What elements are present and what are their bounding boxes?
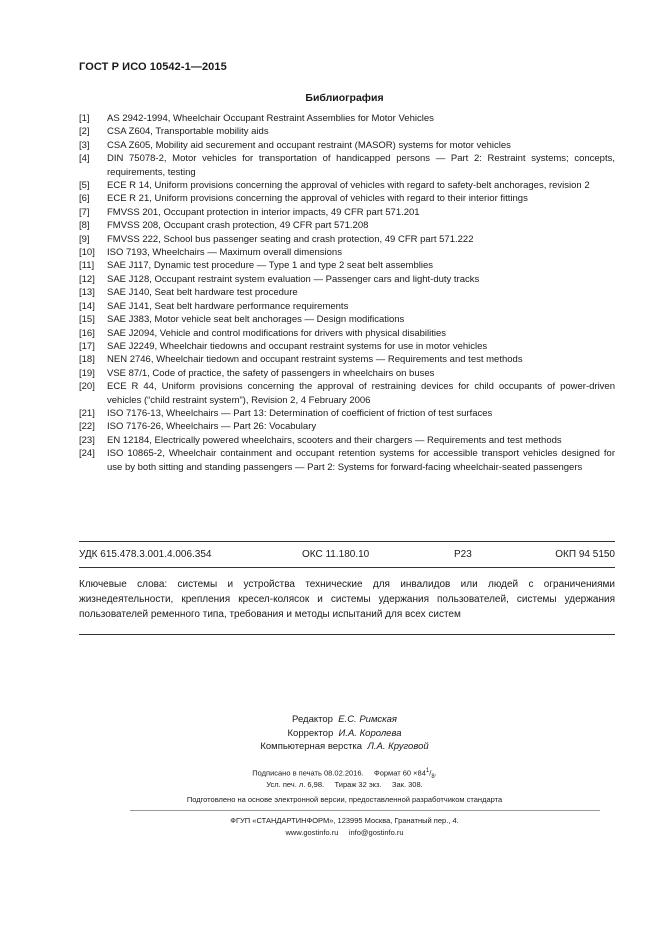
bibliography-entry-text: ECE R 14, Uniform provisions concerning the approval of vehicles with regard to safety-belt anchorages, revision 2 [107,180,590,192]
bibliography-entry [79,434,615,447]
bibliography-entry [79,273,615,286]
bibliography-entry [79,219,615,232]
bibliography-list [79,112,615,474]
bibliography-entry-number: [15] [79,314,95,326]
credits-block [0,713,661,754]
bibliography-entry-text: AS 2942-1994, Wheelchair Occupant Restraint Assemblies for Motor Vehicles [107,113,434,124]
bibliography-entry-number: [19] [79,367,95,379]
keywords-paragraph: Ключевые слова: системы и устройства технические для инвалидов или людей с ограничениями жизнедеятельности, крепления кресел-колясок и системы удержания пользователей, системы удержания пользователей ременного типа, требования и методы испытаний для всех систем [79,579,615,620]
bibliography-entry-text: ISO 7176-13, Wheelchairs — Part 13: Determination of coefficient of friction of test surfaces [107,407,493,419]
bibliography-entry-text: SAE J117, Dynamic test procedure — Type 1 and type 2 seat belt assemblies [107,260,433,272]
bibliography-entry [79,407,615,420]
bibliography-entry-text: SAE J2249, Wheelchair tiedowns and occupant restraint systems for use in motor vehicles [107,340,488,352]
bibliography-entry [79,233,615,246]
bibliography-entry-number: [3] [79,139,90,151]
bibliography-entry-text: NEN 2746, Wheelchair tiedown and occupant restraint systems — Requirements and test methods [107,354,523,366]
bibliography-entry-number: [24] [79,448,95,460]
section-title: Библиография [305,92,384,104]
bibliography-entry-number: [11] [79,260,95,272]
udk-code: УДК 615.478.3.001.4.006.354 [79,549,212,560]
format-fraction-den: 8 [431,774,435,780]
bibliography-entry-number: [17] [79,340,95,352]
corrector-line [0,727,661,741]
divider-bottom [79,634,615,635]
bibliography-entry-text: FMVSS 201, Occupant protection in interior impacts, 49 CFR part 571.201 [107,206,420,218]
bibliography-entry [79,367,615,380]
document-header: ГОСТ Р ИСО 10542-1—2015 [79,61,227,73]
bibliography-entry [79,340,615,353]
bibliography-entry-number: [22] [79,421,95,433]
format-label: Формат 60 ×84 [374,768,426,778]
divider-publisher [130,810,600,811]
bibliography-entry-text: SAE J383, Motor vehicle seat belt anchorages — Design modifications [107,314,405,326]
group-code: Р23 [454,549,472,560]
bibliography-entry-number: [1] [79,113,90,124]
corrector-label: Корректор [287,727,334,739]
bibliography-entry [79,300,615,313]
bibliography-entry [79,447,615,474]
layout-label: Компьютерная верстка [260,741,363,752]
bibliography-entry-text: SAE J141, Seat belt hardware performance requirements [107,300,349,312]
bibliography-entry [79,259,615,272]
bibliography-entry-number: [16] [79,327,95,339]
bibliography-entry [79,327,615,340]
bibliography-entry-text: CSA Z604, Transportable mobility aids [107,126,269,138]
bibliography-entry-number: [12] [79,273,95,285]
bibliography-entry [79,420,615,433]
bibliography-entry-number: [14] [79,300,95,312]
bibliography-entry [79,125,615,138]
layout-name: Л.А. Круговой [367,741,429,752]
bibliography-entry-text: SAE J128, Occupant restraint system evaluation — Passenger cars and light-duty tracks [107,273,480,285]
bibliography-entry-text: DIN 75078-2, Motor vehicles for transportation of handicapped persons — Part 2: Restraint systems; concepts, requirements, testing [107,153,615,178]
editor-label: Редактор [292,714,333,725]
editor-line [0,713,661,727]
bibliography-entry-number: [6] [79,193,90,205]
print-sheets: Усл. печ. л. 6,98. [266,780,325,789]
bibliography-entry-number: [2] [79,126,90,138]
bibliography-entry-text: ECE R 44, Uniform provisions concerning the approval of restraining devices for child occupants of power-driven vehicles (“child restraint system”), Revision 2, 4 February 2006 [107,381,615,406]
bibliography-entry [79,313,615,326]
bibliography-entry-number: [10] [79,247,95,259]
divider-top [79,541,615,542]
publisher-website[interactable]: www.gostinfo.ru [285,828,339,837]
print-copies: Тираж 32 экз. [334,780,382,789]
bibliography-entry-number: [21] [79,407,95,419]
bibliography-entry-text: CSA Z605, Mobility aid securement and occupant restraint (MASOR) systems for motor vehicles [107,139,511,151]
bibliography-entry [79,112,615,125]
bibliography-entry [79,353,615,366]
bibliography-entry-number: [20] [79,381,95,393]
print-info-line-2 [0,778,661,791]
bibliography-entry-number: [23] [79,434,95,446]
print-info-line-1: Подписано в печать 08.02.2016. Формат $60 \times 84^1/_8$. [252,768,437,780]
bibliography-entry [79,286,615,299]
bibliography-entry-text: FMVSS 208, Occupant crash protection, 49 CFR part 571.208 [107,220,369,232]
print-order: Зак. 308. [391,780,423,789]
signed-date: Подписано в печать 08.02.2016. [252,768,364,778]
okp-code: ОКП 94 5150 [555,549,615,560]
bibliography-entry [79,380,615,407]
bibliography-entry-text: FMVSS 222, School bus passenger seating and crash protection, 49 CFR part 571.222 [107,233,474,245]
bibliography-entry [79,139,615,152]
bibliography-entry-text: EN 12184, Electrically powered wheelchairs, scooters and their chargers — Requirements and test methods [107,434,562,446]
format-fraction-num: 1 [425,768,430,774]
bibliography-entry-text: SAE J140, Seat belt hardware test procedure [107,287,298,299]
bibliography-entry-text: ISO 10865-2, Wheelchair containment and occupant retention systems for accessible transport vehicles designed for use by both sitting and standing passengers — Part 2: Systems for forward-facing wheelchair-seated passengers [107,448,615,473]
bibliography-entry [79,246,615,259]
bibliography-entry-text: VSE 87/1, Code of practice, the safety of passengers in wheelchairs on buses [107,367,435,379]
bibliography-entry [79,192,615,205]
prepared-note: Подготовлено на основе электронной версии, предоставленной разработчиком стандарта [186,795,503,804]
bibliography-entry-number: [9] [79,233,90,245]
bibliography-entry-number: [8] [79,220,90,232]
publisher-address: ФГУП «СТАНДАРТИНФОРМ», 123995 Москва, Гранатный пер., 4. [230,816,459,825]
bibliography-entry-number: [13] [79,287,95,299]
layout-line [0,740,661,754]
bibliography-entry [79,206,615,219]
publisher-contacts [0,826,661,839]
oks-code: ОКС 11.180.10 [302,549,370,560]
publisher-email[interactable]: info@gostinfo.ru [348,828,404,837]
editor-name: Е.С. Римская [338,714,397,725]
divider-middle [79,567,615,568]
bibliography-entry-text: ISO 7193, Wheelchairs — Maximum overall dimensions [107,247,342,259]
bibliography-entry-number: [5] [79,180,90,192]
bibliography-entry-text: ECE R 21, Uniform provisions concerning the approval of vehicles with regard to their interior fittings [107,193,528,205]
bibliography-entry [79,179,615,192]
bibliography-entry [79,152,615,179]
bibliography-entry-number: [18] [79,354,95,366]
bibliography-entry-text: ISO 7176-26, Wheelchairs — Part 26: Vocabulary [107,421,317,433]
bibliography-entry-text: SAE J2094, Vehicle and control modifications for drivers with physical disabilities [107,327,446,339]
bibliography-entry-number: [7] [79,206,90,218]
corrector-name: И.А. Королева [338,727,402,739]
bibliography-entry-number: [4] [79,153,90,165]
